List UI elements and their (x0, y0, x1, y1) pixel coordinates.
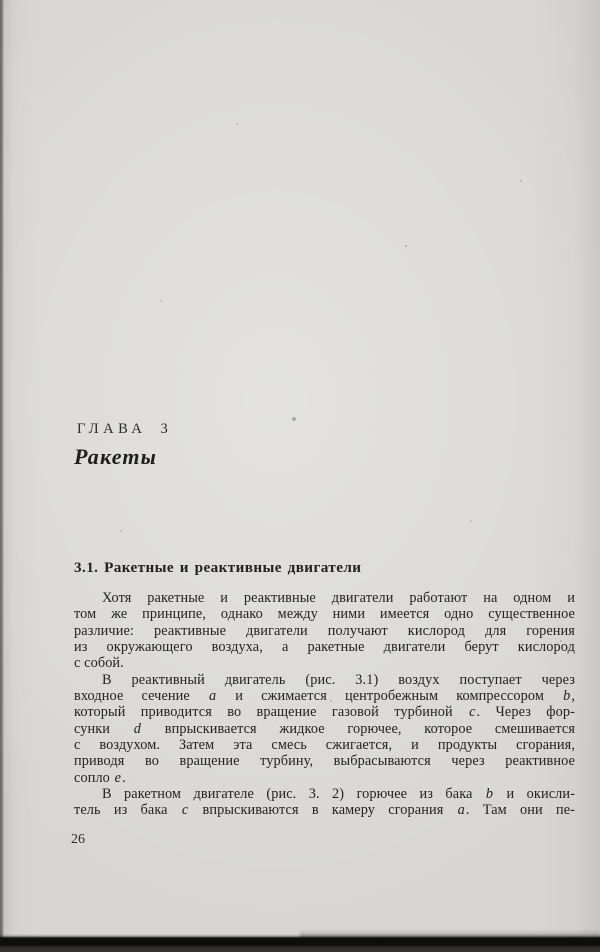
text-line: том же принципе, однако между ними имеется одно существенное (74, 606, 575, 623)
section-heading: 3.1. Ракетные и реактивные двигатели (74, 559, 362, 576)
scan-bottom-edge (0, 934, 600, 952)
text-line: из окружающего воздуха, а ракетные двигатели берут кислород (74, 639, 575, 656)
chapter-label: ГЛАВА 3 (77, 421, 173, 437)
chapter-title: Ракеты (74, 444, 158, 469)
text-line: В ракетном двигателе (рис. 3. 2) горючее из бака b и окисли- (102, 786, 576, 803)
text-line: тель из бака c впрыскиваются в камеру сгорания a. Там они пе- (74, 802, 576, 819)
page-number: 26 (71, 832, 85, 847)
text-line: входное сечение a и сжимается центробежным компрессором b, (74, 688, 575, 705)
text-line: приводя во вращение турбину, выбрасываются через реактивное (74, 753, 575, 770)
text-block (74, 590, 575, 819)
text-line: сопло e. (74, 769, 126, 786)
text-line: различие: реактивные двигатели получают кислород для горения (74, 622, 575, 639)
text-line: с воздухом. Затем эта смесь сжигается, и продукты сгорания, (74, 737, 575, 754)
text-line: В реактивный двигатель (рис. 3.1) воздух поступает через (102, 671, 575, 688)
text-line: сунки d впрыскивается жидкое горючее, которое смешивается (74, 720, 576, 737)
scan-left-edge (0, 0, 4, 952)
text-line: с собой. (74, 655, 124, 672)
text-line: который приводится во вращение газовой турбиной c. Через фор- (74, 704, 575, 721)
text-line: Хотя ракетные и реактивные двигатели работают на одном и (102, 590, 575, 606)
